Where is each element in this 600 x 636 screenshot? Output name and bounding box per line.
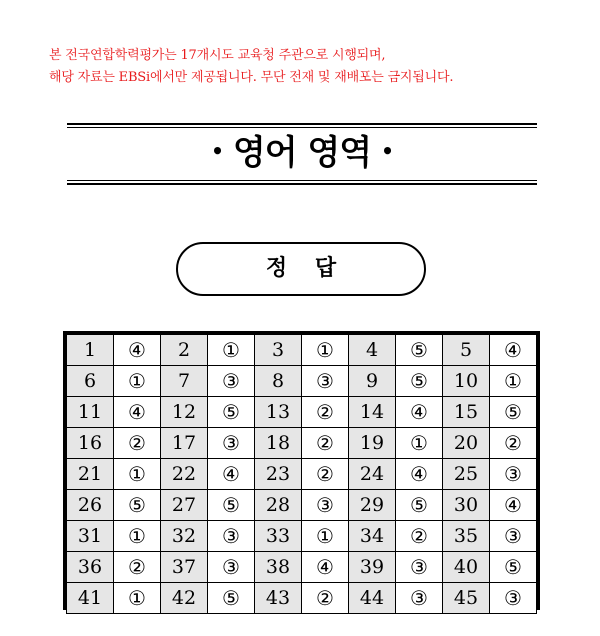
title-rule-bottom-thick xyxy=(67,183,537,185)
answer-row xyxy=(67,459,537,490)
answer-choice: ⑤ xyxy=(490,397,537,428)
answer-choice: ① xyxy=(302,335,349,366)
answer-choice: ⑤ xyxy=(396,335,443,366)
answer-choice: ⑤ xyxy=(208,490,255,521)
question-number: 25 xyxy=(443,459,490,490)
question-number: 28 xyxy=(255,490,302,521)
question-number: 12 xyxy=(161,397,208,428)
answer-choice: ② xyxy=(302,583,349,614)
title-rule-top-thin xyxy=(67,127,537,128)
answer-row xyxy=(67,521,537,552)
answer-choice: ④ xyxy=(396,397,443,428)
question-number: 35 xyxy=(443,521,490,552)
answer-choice: ① xyxy=(208,335,255,366)
question-number: 20 xyxy=(443,428,490,459)
question-number: 33 xyxy=(255,521,302,552)
title-text: 영어 영역 xyxy=(232,133,372,173)
answer-choice: ⑤ xyxy=(114,490,161,521)
answer-choice: ① xyxy=(490,366,537,397)
answer-row xyxy=(67,552,537,583)
question-number: 23 xyxy=(255,459,302,490)
question-number: 18 xyxy=(255,428,302,459)
answer-choice: ③ xyxy=(396,583,443,614)
answer-choice: ④ xyxy=(114,335,161,366)
question-number: 11 xyxy=(67,397,114,428)
question-number: 9 xyxy=(349,366,396,397)
question-number: 14 xyxy=(349,397,396,428)
answer-choice: ① xyxy=(114,583,161,614)
question-number: 17 xyxy=(161,428,208,459)
answer-table-body xyxy=(67,335,537,614)
question-number: 8 xyxy=(255,366,302,397)
question-number: 10 xyxy=(443,366,490,397)
question-number: 44 xyxy=(349,583,396,614)
answer-choice: ⑤ xyxy=(396,366,443,397)
title-rule-top-thick xyxy=(67,123,537,125)
question-number: 24 xyxy=(349,459,396,490)
question-number: 5 xyxy=(443,335,490,366)
answer-choice: ④ xyxy=(490,335,537,366)
answer-choice: ④ xyxy=(396,459,443,490)
answer-choice: ② xyxy=(490,428,537,459)
question-number: 3 xyxy=(255,335,302,366)
answer-choice: ④ xyxy=(490,490,537,521)
answer-row xyxy=(67,397,537,428)
answer-row xyxy=(67,583,537,614)
answer-choice: ③ xyxy=(490,459,537,490)
title-rule-bottom-thin xyxy=(67,180,537,181)
answer-row xyxy=(67,335,537,366)
answer-choice: ② xyxy=(396,521,443,552)
question-number: 45 xyxy=(443,583,490,614)
answer-choice: ① xyxy=(396,428,443,459)
question-number: 36 xyxy=(67,552,114,583)
question-number: 2 xyxy=(161,335,208,366)
answer-choice: ③ xyxy=(208,428,255,459)
question-number: 30 xyxy=(443,490,490,521)
question-number: 7 xyxy=(161,366,208,397)
answer-choice: ③ xyxy=(208,366,255,397)
answer-choice: ③ xyxy=(208,521,255,552)
answer-table-frame xyxy=(63,331,540,610)
answer-choice: ② xyxy=(114,428,161,459)
question-number: 29 xyxy=(349,490,396,521)
answer-choice: ② xyxy=(302,397,349,428)
question-number: 27 xyxy=(161,490,208,521)
question-number: 32 xyxy=(161,521,208,552)
question-number: 41 xyxy=(67,583,114,614)
copyright-notice xyxy=(49,45,453,89)
subject-title xyxy=(67,130,537,176)
answer-choice: ③ xyxy=(208,552,255,583)
question-number: 42 xyxy=(161,583,208,614)
answer-choice: ② xyxy=(302,428,349,459)
answer-choice: ② xyxy=(114,552,161,583)
answer-choice: ③ xyxy=(302,490,349,521)
notice-line-1: 본 전국연합학력평가는 17개시도 교육청 주관으로 시행되며, xyxy=(49,48,386,63)
answer-choice: ④ xyxy=(114,397,161,428)
answer-choice: ① xyxy=(114,459,161,490)
answer-row xyxy=(67,366,537,397)
question-number: 21 xyxy=(67,459,114,490)
question-number: 1 xyxy=(67,335,114,366)
question-number: 16 xyxy=(67,428,114,459)
answer-row xyxy=(67,428,537,459)
question-number: 26 xyxy=(67,490,114,521)
answer-choice: ⑤ xyxy=(208,397,255,428)
question-number: 6 xyxy=(67,366,114,397)
answer-choice: ⑤ xyxy=(208,583,255,614)
question-number: 15 xyxy=(443,397,490,428)
question-number: 22 xyxy=(161,459,208,490)
answer-choice: ⑤ xyxy=(490,552,537,583)
answer-choice: ③ xyxy=(302,366,349,397)
answer-choice: ④ xyxy=(302,552,349,583)
question-number: 37 xyxy=(161,552,208,583)
notice-line-2: 해당 자료는 EBSi에서만 제공됩니다. 무단 전재 및 재배포는 금지됩니다. xyxy=(49,70,454,85)
answer-choice: ① xyxy=(302,521,349,552)
answer-row xyxy=(67,490,537,521)
title-bullet-left: • xyxy=(211,138,223,163)
answer-choice: ③ xyxy=(396,552,443,583)
answer-choice: ② xyxy=(302,459,349,490)
answer-choice: ① xyxy=(114,521,161,552)
question-number: 43 xyxy=(255,583,302,614)
question-number: 13 xyxy=(255,397,302,428)
question-number: 19 xyxy=(349,428,396,459)
question-number: 34 xyxy=(349,521,396,552)
question-number: 31 xyxy=(67,521,114,552)
answer-choice: ③ xyxy=(490,583,537,614)
question-number: 38 xyxy=(255,552,302,583)
question-number: 39 xyxy=(349,552,396,583)
answer-choice: ③ xyxy=(490,521,537,552)
answer-choice: ④ xyxy=(208,459,255,490)
question-number: 4 xyxy=(349,335,396,366)
question-number: 40 xyxy=(443,552,490,583)
title-bullet-right: • xyxy=(381,138,393,163)
answer-table xyxy=(66,334,537,614)
answer-choice: ⑤ xyxy=(396,490,443,521)
answer-choice: ① xyxy=(114,366,161,397)
answer-heading: 정 답 xyxy=(176,242,426,296)
